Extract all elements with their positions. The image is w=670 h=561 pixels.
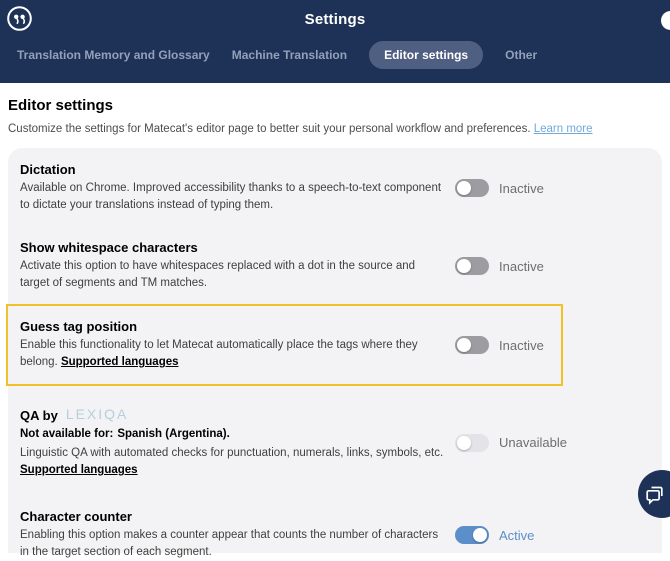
highlight-box-guess-tag-position xyxy=(6,304,563,386)
setting-description: Enabling this option makes a counter appear that counts the number of characters in the target section of each segment. xyxy=(20,529,439,558)
toggle-knob xyxy=(457,181,471,195)
tab-editor-settings[interactable]: Editor settings xyxy=(369,41,483,69)
setting-title: Dictation xyxy=(20,162,76,177)
page-title: Editor settings xyxy=(8,97,114,114)
toggle-knob xyxy=(473,528,487,542)
header xyxy=(0,0,670,83)
setting-row-show-whitespace xyxy=(20,240,662,292)
setting-title: Guess tag position xyxy=(20,319,138,334)
lexiqa-logo: LEXIQA xyxy=(65,406,129,422)
supported-languages-link[interactable]: Supported languages xyxy=(20,464,138,476)
toggle-knob xyxy=(457,436,471,450)
toggle-area xyxy=(455,179,544,197)
toggle-character-counter[interactable] xyxy=(455,526,489,544)
learn-more-link[interactable]: Learn more xyxy=(533,123,593,135)
setting-row-guess-tag-position xyxy=(20,319,561,371)
tab-other[interactable]: Other xyxy=(505,48,538,62)
qa-by-label: QA by xyxy=(20,408,58,423)
setting-row-qa-lexiqa xyxy=(20,406,662,479)
toggle-area xyxy=(455,526,534,544)
toggle-knob xyxy=(457,338,471,352)
toggle-area xyxy=(455,434,567,452)
note-value: Spanish (Argentina). xyxy=(117,428,230,440)
page-subtitle xyxy=(8,123,670,135)
setting-description: Available on Chrome. Improved accessibility thanks to a speech-to-text component to dictate your translations instead of typing them. xyxy=(20,182,442,211)
toggle-qa-lexiqa[interactable] xyxy=(455,434,489,452)
editor-settings-panel xyxy=(8,148,662,558)
toggle-state-label: Unavailable xyxy=(499,435,567,450)
matecat-logo-icon[interactable] xyxy=(6,5,33,32)
supported-languages-link[interactable]: Supported languages xyxy=(60,356,179,368)
subtitle-text: Customize the settings for Matecat's editor page to better suit your personal workflow and preferences. xyxy=(8,123,531,135)
toggle-guess-tag-position[interactable] xyxy=(455,336,489,354)
description-text: Enable this functionality to let Matecat automatically place the tags where they belong. xyxy=(20,339,418,368)
tab-translation-memory-and-glossary[interactable]: Translation Memory and Glossary xyxy=(17,48,210,62)
setting-title xyxy=(20,406,447,423)
setting-text xyxy=(20,240,447,292)
chat-bubble-icon xyxy=(644,483,666,505)
toggle-dictation[interactable] xyxy=(455,179,489,197)
setting-text xyxy=(20,319,447,371)
setting-text xyxy=(20,509,447,561)
toggle-state-label: Inactive xyxy=(499,337,544,353)
toggle-knob xyxy=(457,259,471,273)
toggle-show-whitespace[interactable] xyxy=(455,257,489,275)
setting-row-dictation xyxy=(20,162,662,214)
setting-description xyxy=(20,445,447,479)
toggle-state-label: Inactive xyxy=(499,258,544,274)
page-intro xyxy=(0,83,670,135)
setting-text xyxy=(20,162,447,214)
setting-row-character-counter xyxy=(20,509,662,561)
tab-machine-translation[interactable]: Machine Translation xyxy=(231,48,348,62)
setting-description xyxy=(20,337,447,371)
setting-title: Show whitespace characters xyxy=(20,240,198,255)
quotes-icon xyxy=(6,5,33,32)
toggle-state-label: Active xyxy=(499,527,535,543)
availability-note xyxy=(20,426,447,442)
toggle-state-label: Inactive xyxy=(499,180,544,196)
setting-text xyxy=(20,406,447,479)
toggle-area xyxy=(455,257,544,275)
note-label: Not available for: xyxy=(20,428,114,440)
description-text: Linguistic QA with automated checks for punctuation, numerals, links, symbols, etc. xyxy=(20,447,444,459)
setting-title: Character counter xyxy=(20,509,132,524)
page-header-title: Settings xyxy=(304,11,366,28)
setting-description: Activate this option to have whitespaces replaced with a dot in the source and target of segments and TM matches. xyxy=(20,260,416,289)
settings-tabs xyxy=(0,41,670,69)
toggle-area xyxy=(455,336,544,354)
